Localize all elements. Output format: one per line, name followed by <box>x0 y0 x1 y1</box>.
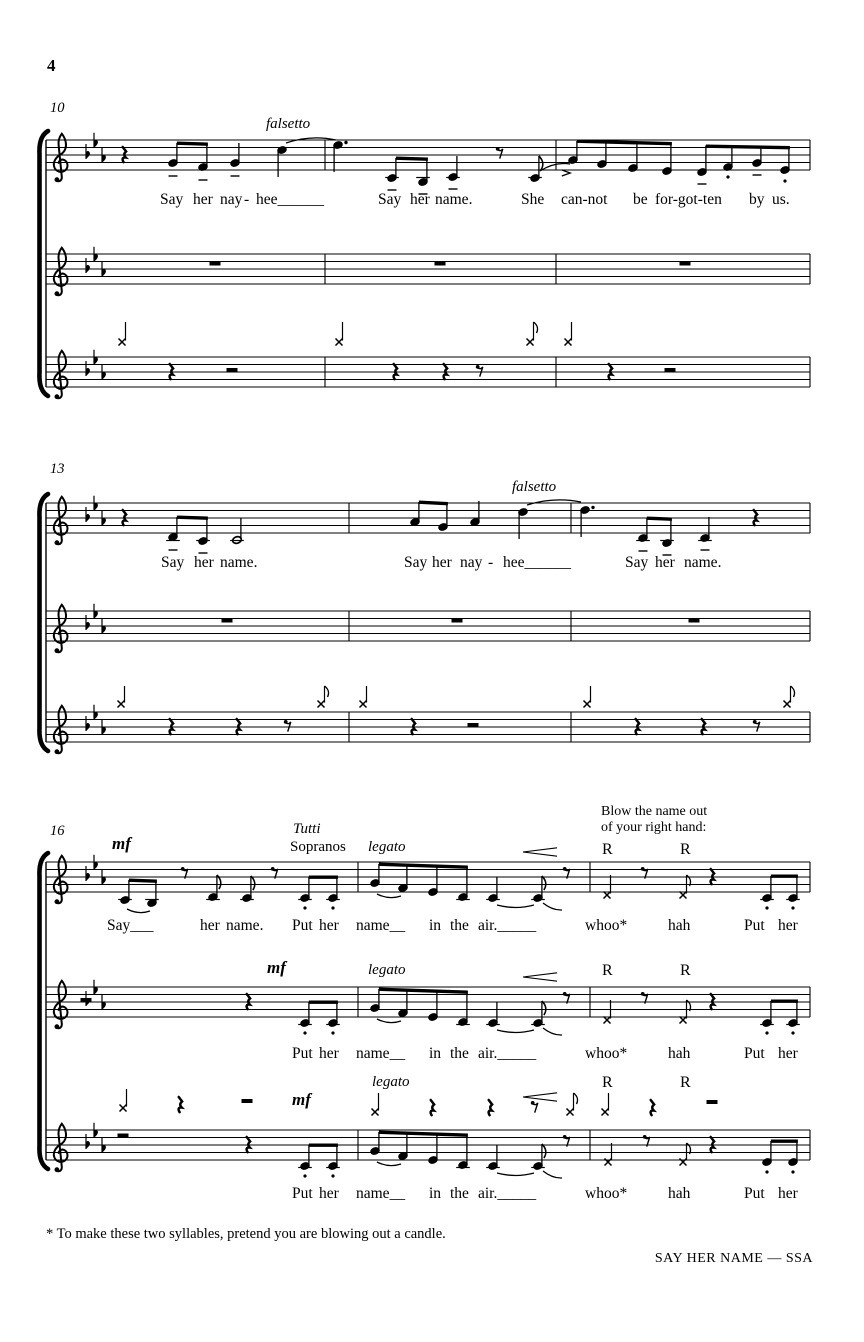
lyric-syllable: us. <box>772 191 790 208</box>
note <box>486 1145 500 1170</box>
note <box>428 1134 438 1164</box>
beam <box>647 517 672 521</box>
lyric-syllable: Put <box>292 917 313 934</box>
x-notehead <box>680 1143 691 1166</box>
note <box>470 501 480 526</box>
staff-soprano-2 <box>46 604 810 653</box>
note <box>636 518 650 542</box>
lyric-syllable: in <box>429 1045 442 1062</box>
note <box>298 1145 312 1170</box>
note <box>531 1001 546 1027</box>
flat-sign <box>86 866 90 881</box>
quarter-rest <box>489 1100 492 1115</box>
x-notehead <box>784 686 795 708</box>
lyric-syllable: air._____ <box>478 1045 537 1062</box>
staccato-dot <box>331 906 334 909</box>
treble-clef <box>54 981 68 1029</box>
lyric-syllable: - <box>244 191 250 208</box>
half-rest <box>81 998 92 1002</box>
lyric-syllable: by <box>749 191 765 208</box>
right-hand-letter: R <box>680 841 691 858</box>
falsetto-marking: falsetto <box>512 479 557 495</box>
note <box>723 146 733 171</box>
lyric-syllable: whoo* <box>585 917 628 934</box>
slur <box>543 1171 562 1178</box>
slur <box>497 1173 534 1176</box>
note <box>326 1145 340 1170</box>
staccato-dot <box>783 179 786 182</box>
lyric-syllable: her <box>778 1045 798 1062</box>
quarter-rest <box>431 1100 434 1115</box>
beam <box>129 879 157 883</box>
treble-clef <box>54 706 68 754</box>
dynamic-mf: mf <box>292 1090 311 1109</box>
half-rest <box>227 368 238 372</box>
stage-direction-line-1: Blow the name out <box>601 804 708 819</box>
note <box>531 876 546 902</box>
note <box>198 144 208 171</box>
lyric-syllable: her <box>319 917 339 934</box>
tutti-marking: Tutti <box>293 821 321 837</box>
note <box>780 147 790 174</box>
beam <box>309 1144 338 1147</box>
staccato-dot <box>331 1174 334 1177</box>
falsetto-marking: falsetto <box>266 116 311 132</box>
treble-clef <box>54 248 68 296</box>
whole-rest <box>210 262 221 266</box>
beam <box>379 1131 468 1137</box>
lyric-syllable: air._____ <box>478 917 537 934</box>
note <box>518 508 528 539</box>
beam <box>379 988 468 994</box>
lyric-syllable: name__ <box>356 1045 406 1062</box>
lyric-syllable: nay <box>460 554 483 571</box>
lyric-syllable: in <box>429 1185 442 1202</box>
note <box>531 1144 546 1170</box>
lyric-syllable: name__ <box>356 1185 406 1202</box>
staff-soprano-1 <box>46 848 810 913</box>
flat-sign <box>86 507 90 522</box>
eighth-rest <box>753 720 760 732</box>
note <box>298 1002 312 1027</box>
note <box>446 156 460 181</box>
note <box>298 877 312 902</box>
note <box>370 864 380 887</box>
right-hand-letter: R <box>602 962 613 979</box>
lyric-syllable: Put <box>744 1045 765 1062</box>
lyric-syllable: Say <box>625 554 649 571</box>
lyric-syllable: for-got-ten <box>655 191 722 208</box>
note <box>760 876 774 902</box>
lyric-syllable: her <box>194 554 214 571</box>
note <box>528 156 543 182</box>
staccato-dot <box>791 1031 794 1034</box>
note <box>206 875 221 901</box>
staccato-dot <box>765 1031 768 1034</box>
x-notehead <box>118 686 125 708</box>
slur <box>127 909 150 913</box>
beam <box>177 516 208 520</box>
dynamic-mf: mf <box>267 958 286 977</box>
beam <box>396 157 428 161</box>
eighth-rest <box>476 365 483 377</box>
note <box>568 141 578 164</box>
x-notehead <box>567 1093 578 1116</box>
lyric-syllable: her <box>200 917 220 934</box>
staff-soprano-2 <box>46 973 810 1035</box>
slur <box>543 903 562 910</box>
x-notehead <box>318 686 329 708</box>
lyric-syllable: the <box>450 1185 469 1202</box>
eighth-rest <box>496 147 503 159</box>
right-hand-letter: R <box>680 962 691 979</box>
note <box>240 876 255 902</box>
right-hand-letter: R <box>602 1074 613 1091</box>
note <box>428 866 438 896</box>
half-rest <box>665 368 676 372</box>
treble-clef <box>54 134 68 182</box>
staff-alto <box>46 322 810 399</box>
lyric-syllable: can-not <box>561 191 608 208</box>
sopranos-label: Sopranos <box>290 839 346 855</box>
note <box>786 876 800 902</box>
augmentation-dot <box>344 141 347 144</box>
eighth-rest <box>531 1101 538 1113</box>
right-hand-letter: R <box>602 841 613 858</box>
lyric-syllable: her <box>193 191 213 208</box>
whole-rest <box>452 619 463 623</box>
system-m13 <box>39 494 810 754</box>
note <box>277 146 287 177</box>
lyric-syllable: Put <box>744 917 765 934</box>
slur <box>497 1030 534 1033</box>
beam <box>419 501 448 506</box>
lyric-syllable: her <box>319 1185 339 1202</box>
footnote: * To make these two syllables, pretend you are blowing out a candle. <box>46 1226 446 1242</box>
note <box>370 989 380 1012</box>
whole-rest <box>689 619 700 623</box>
note <box>166 517 180 541</box>
lyric-syllable: hee______ <box>256 191 325 208</box>
staccato-dot <box>765 906 768 909</box>
note <box>428 991 438 1021</box>
whole-rest <box>680 262 691 266</box>
crescendo-hairpin <box>523 848 557 856</box>
note <box>333 141 348 172</box>
treble-clef <box>54 1124 68 1172</box>
note <box>486 1002 500 1027</box>
lyric-syllable: Say___ <box>107 917 154 934</box>
lyric-syllable: her <box>778 1185 798 1202</box>
measure-number: 10 <box>50 100 65 116</box>
crescendo-hairpin <box>523 1093 557 1101</box>
lyric-syllable: be <box>633 191 648 208</box>
lyric-syllable: Put <box>744 1185 765 1202</box>
x-notehead <box>565 322 572 346</box>
x-notehead <box>119 322 126 346</box>
lyric-syllable: hah <box>668 1045 691 1062</box>
lyric-syllable: her <box>410 191 430 208</box>
accent-mark <box>562 170 570 176</box>
beam <box>309 876 338 879</box>
note <box>752 147 762 168</box>
lyric-syllable: the <box>450 1045 469 1062</box>
lyric-syllable: whoo* <box>585 1185 628 1202</box>
flat-sign <box>86 144 90 159</box>
note <box>760 1001 774 1027</box>
beam <box>771 1000 798 1003</box>
x-notehead <box>680 1000 691 1024</box>
lyric-syllable: She <box>521 191 545 208</box>
staff-soprano-1 <box>46 496 810 555</box>
lyric-syllable: name. <box>220 554 258 571</box>
quarter-rest <box>651 1100 654 1115</box>
note <box>196 518 210 545</box>
slur <box>377 1019 401 1023</box>
lyric-syllable: name. <box>226 917 264 934</box>
slur <box>377 1162 401 1166</box>
note <box>230 518 244 544</box>
quarter-rest <box>179 1097 182 1112</box>
staccato-dot <box>303 906 306 909</box>
slur <box>527 500 581 505</box>
system-bracket <box>39 131 48 396</box>
stage-direction-line-2: of your right hand: <box>601 820 707 835</box>
half-rest <box>707 1100 718 1104</box>
x-notehead <box>602 1093 609 1116</box>
x-notehead <box>680 875 691 899</box>
lyric-syllable: Say <box>160 191 184 208</box>
x-notehead <box>604 875 611 899</box>
whole-rest <box>222 619 233 623</box>
staccato-dot <box>726 175 729 178</box>
beam <box>177 142 208 146</box>
lyric-syllable: the <box>450 917 469 934</box>
treble-clef <box>54 351 68 399</box>
staccato-dot <box>791 906 794 909</box>
augmentation-dot <box>591 506 594 509</box>
treble-clef <box>54 497 68 545</box>
legato-marking: legato <box>368 962 406 978</box>
note <box>370 1132 380 1155</box>
lyric-syllable: name__ <box>356 917 406 934</box>
lyric-syllable: in <box>429 917 442 934</box>
half-rest <box>118 1134 129 1138</box>
staff-alto <box>46 1089 810 1178</box>
lyric-syllable: her <box>432 554 452 571</box>
note <box>416 159 430 186</box>
beam <box>309 1001 338 1004</box>
lyric-syllable: name. <box>435 191 473 208</box>
half-rest <box>242 1099 253 1103</box>
lyric-syllable: Say <box>378 191 402 208</box>
treble-clef <box>54 605 68 653</box>
right-hand-letter: R <box>680 1074 691 1091</box>
eighth-rest <box>284 720 291 732</box>
staccato-dot <box>791 1170 794 1173</box>
legato-marking: legato <box>368 839 406 855</box>
page-number: 4 <box>47 56 56 75</box>
lyric-syllable: hah <box>668 1185 691 1202</box>
system-bracket <box>39 853 48 1169</box>
note <box>438 503 448 531</box>
note <box>786 1001 800 1027</box>
lyric-syllable: - <box>488 554 494 571</box>
half-rest <box>468 723 479 727</box>
crescendo-hairpin <box>523 973 557 981</box>
note <box>410 502 420 526</box>
system-m10 <box>39 131 810 399</box>
x-notehead <box>360 686 367 708</box>
staff-soprano-1 <box>46 133 810 194</box>
staccato-dot <box>331 1031 334 1034</box>
lyric-syllable: Say <box>404 554 428 571</box>
lyric-syllable: her <box>319 1045 339 1062</box>
lyric-syllable: hee______ <box>503 554 572 571</box>
x-notehead <box>604 1000 611 1024</box>
flat-sign <box>86 615 90 630</box>
x-notehead <box>527 322 538 346</box>
note <box>697 146 707 177</box>
note <box>326 1002 340 1027</box>
flat-sign <box>86 716 90 731</box>
staccato-dot <box>303 1174 306 1177</box>
beam <box>706 145 790 150</box>
system-m16 <box>39 848 810 1178</box>
staff-soprano-2 <box>46 247 810 296</box>
lyric-syllable: Put <box>292 1185 313 1202</box>
lyric-syllable: her <box>778 917 798 934</box>
note <box>326 877 340 902</box>
treble-clef <box>54 856 68 904</box>
x-notehead <box>120 1089 127 1112</box>
x-notehead <box>584 686 591 708</box>
beam <box>379 863 468 869</box>
lyric-syllable: air._____ <box>478 1185 537 1202</box>
flat-sign <box>86 361 90 376</box>
staccato-dot <box>765 1170 768 1173</box>
lyric-syllable: her <box>655 554 675 571</box>
lyric-syllable: nay <box>220 191 243 208</box>
staff-alto <box>46 686 810 754</box>
beam <box>771 875 798 878</box>
slur <box>497 905 534 908</box>
lyric-syllable: name. <box>684 554 722 571</box>
x-notehead <box>605 1143 612 1166</box>
lyric-syllable: Say <box>161 554 185 571</box>
note <box>628 143 638 173</box>
footer-title: SAY HER NAME — SSA <box>654 1251 813 1266</box>
flat-sign <box>86 1134 90 1149</box>
measure-number: 13 <box>50 461 65 477</box>
slur <box>543 1028 562 1035</box>
x-notehead <box>372 1093 379 1116</box>
x-notehead <box>336 322 343 346</box>
lyric-syllable: whoo* <box>585 1045 628 1062</box>
staccato-dot <box>303 1031 306 1034</box>
flat-sign <box>86 258 90 273</box>
note <box>486 877 500 902</box>
slur <box>377 894 401 898</box>
lyric-syllable: hah <box>668 917 691 934</box>
measure-number: 16 <box>50 823 65 839</box>
whole-rest <box>435 262 446 266</box>
legato-marking: legato <box>372 1074 410 1090</box>
note <box>698 517 712 542</box>
dynamic-mf: mf <box>112 834 131 853</box>
beam <box>771 1140 798 1143</box>
lyric-syllable: Put <box>292 1045 313 1062</box>
